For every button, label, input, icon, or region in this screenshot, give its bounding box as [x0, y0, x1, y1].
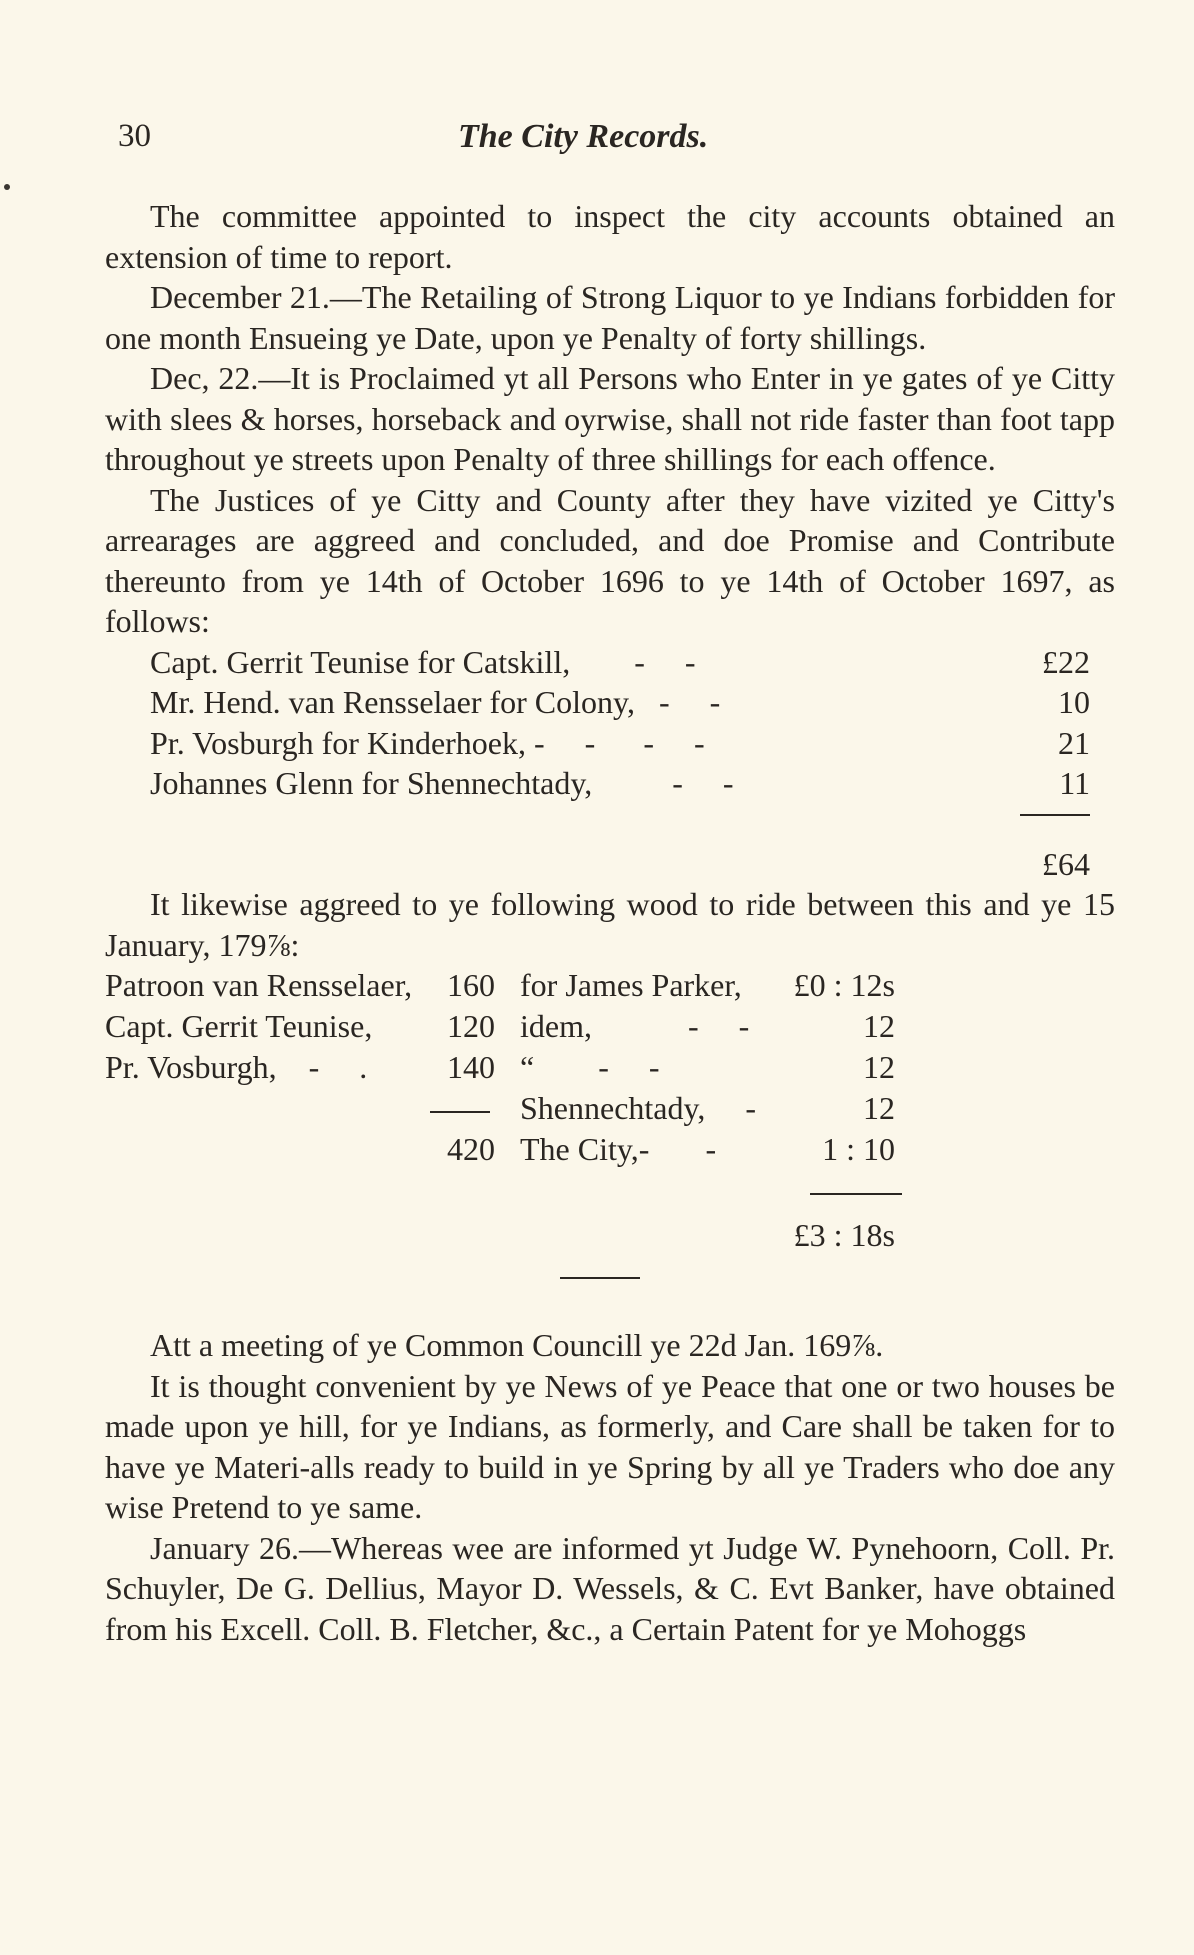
- paragraph-proclamation: Dec, 22.—It is Proclaimed yt all Persons who Enter in ye gates of ye Citty with slees & horses, horseback and oyrwise, shall not ride faster than foot tapp throughout ye streets upon Penalty of three shillings for each offence.: [105, 360, 1115, 477]
- page-header: [118, 118, 1108, 168]
- ledger-rule-row: [150, 804, 1090, 818]
- wood-table: [105, 965, 1115, 1215]
- sum-rule: [1020, 814, 1090, 816]
- wood-payee: The City,- -: [520, 1131, 717, 1167]
- paragraph-wood: It likewise aggreed to ye following wood to ride between this and ye 15 January, 179⅞:: [105, 886, 1115, 963]
- ledger-row: [150, 682, 1090, 723]
- ledger-name: Capt. Gerrit Teunise for Catskill, - -: [150, 643, 696, 680]
- wood-payee: “ - -: [520, 1049, 660, 1085]
- meeting-heading: Att a meeting of ye Common Councill ye 22d Jan. 169⅞.: [150, 1327, 884, 1363]
- wood-amount-total: £3 : 18s: [793, 1217, 895, 1253]
- ledger-name: Johannes Glenn for Shennechtady, - -: [150, 765, 734, 801]
- wood-qty-total: 420: [447, 1131, 495, 1167]
- wood-qty-rule: [430, 1111, 490, 1113]
- ledger-amount: 21: [1058, 724, 1090, 761]
- ledger-amount: 10: [1058, 684, 1090, 720]
- wood-payee: for James Parker,: [520, 967, 742, 1003]
- section-divider: [560, 1277, 640, 1279]
- wood-qty: 140: [447, 1049, 495, 1085]
- arrearages-ledger: [150, 642, 1090, 885]
- ledger-row: [150, 642, 1090, 683]
- page-number: 30: [118, 118, 151, 154]
- paragraph-justices: The Justices of ye Citty and County after they have vizited ye Citty's arrearages are aggreed and concluded, and doe Promise and Contribute thereunto from ye 14th of October 1696 to ye 14th of October 1697, as follows:: [105, 481, 1115, 639]
- ledger-amount: £22: [1042, 643, 1090, 680]
- wood-qty: 160: [447, 967, 495, 1003]
- page-body: [105, 196, 1115, 1649]
- wood-qty: 120: [447, 1008, 495, 1044]
- ledger-total: £64: [1042, 845, 1090, 882]
- wood-name: Capt. Gerrit Teunise,: [105, 1008, 373, 1044]
- wood-amount-rule: [810, 1193, 902, 1195]
- paragraph-houses: It is thought convenient by ye News of ye Peace that one or two houses be made upon ye hill, for ye Indians, as formerly, and Care shall be taken for to have ye Materi-alls ready to build in ye Spring by all ye Traders who doe any wise Pretend to ye same.: [105, 1367, 1115, 1525]
- ledger-name: Pr. Vosburgh for Kinderhoek, - - - -: [150, 724, 705, 761]
- ledger-total-row: [150, 844, 1090, 885]
- wood-amount: 12: [863, 1090, 895, 1126]
- wood-name: Patroon van Rensselaer,: [105, 967, 413, 1003]
- paragraph-liquor: December 21.—The Retailing of Strong Liquor to ye Indians forbidden for one month Ensueing ye Date, upon ye Penalty of forty shillings.: [105, 279, 1115, 356]
- paragraph-patent: January 26.—Whereas wee are informed yt Judge W. Pynehoorn, Coll. Pr. Schuyler, De G. Dellius, Mayor D. Wessels, & C. Evt Banker, have obtained from his Excell. Coll. B. Fletcher, &c., a Certain Patent for ye Mohoggs: [105, 1529, 1115, 1647]
- ledger-name: Mr. Hend. van Rensselaer for Colony, - -: [150, 684, 721, 720]
- running-title: The City Records.: [458, 118, 709, 155]
- ledger-amount: 11: [1059, 765, 1090, 801]
- ink-dot: [4, 184, 10, 190]
- wood-amount: 12: [863, 1049, 895, 1085]
- wood-payee: Shennechtady, -: [520, 1090, 757, 1126]
- wood-amount: 1 : 10: [822, 1131, 895, 1167]
- wood-payee: idem, - -: [520, 1008, 750, 1044]
- wood-total-row: [105, 1215, 1115, 1255]
- ledger-row: [150, 763, 1090, 804]
- wood-amount: 12: [863, 1008, 895, 1044]
- wood-amount: £0 : 12s: [793, 967, 895, 1003]
- ledger-row: [150, 723, 1090, 764]
- paragraph-committee: The committee appointed to inspect the city accounts obtained an extension of time to report.: [105, 198, 1115, 275]
- wood-name: Pr. Vosburgh, - .: [105, 1049, 368, 1085]
